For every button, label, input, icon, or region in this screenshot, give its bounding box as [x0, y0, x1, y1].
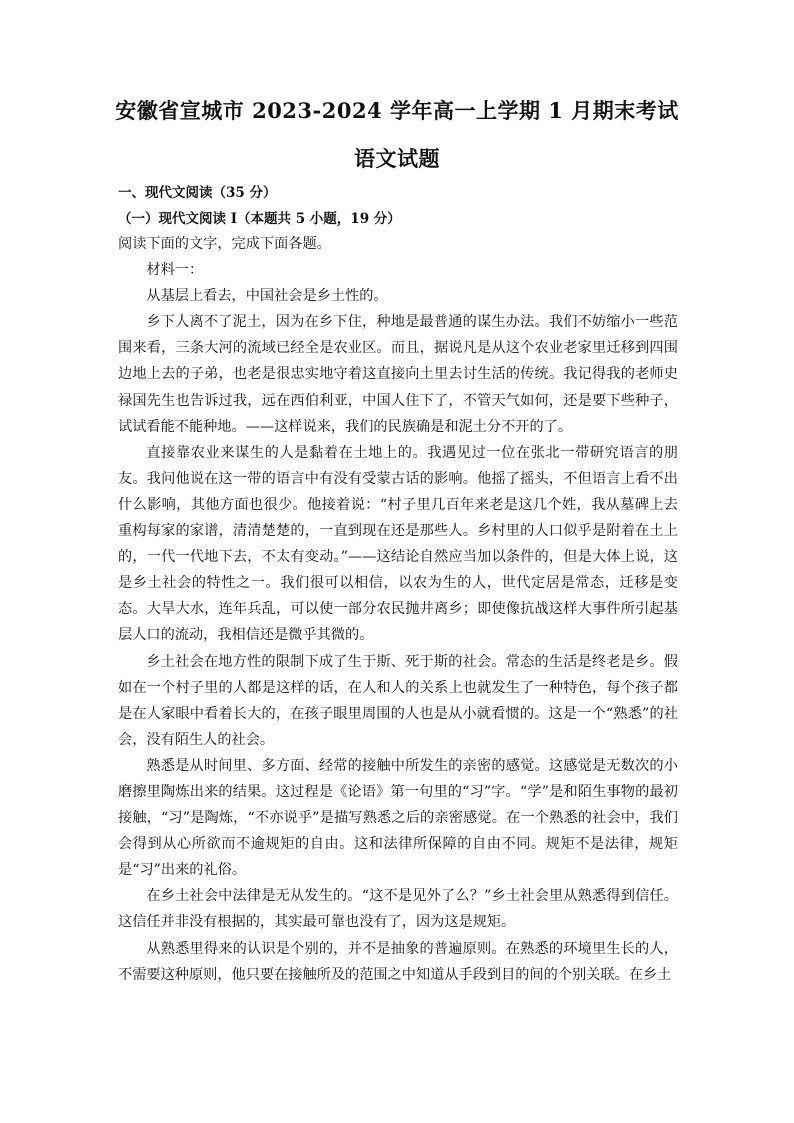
- paragraph: 乡下人离不了泥土，因为在乡下住，种地是最普通的谋生办法。我们不妨缩小一些范围来看，三条大河的流域已经全是农业区。而且，据说凡是从这个农业老家里迁移到四围边地上去的子弟，也老是很忠实地守着这直接向土里去讨生活的传统。我记得我的老师史禄国先生也告诉过我，远在西伯利亚，中国人住下了，不管天气如何，还是要下些种子，试试看能不能种地。——这样说来，我们的民族确是和泥土分不开的了。: [118, 314, 678, 435]
- paragraph: 熟悉是从时间里、多方面、经常的接触中所发生的亲密的感觉。这感觉是无数次的小磨擦里陶炼出来的结果。这过程是《论语》第一句里的“习”字。“学”是和陌生事物的最初接触，“习”是陶炼，“不亦说乎”是描写熟悉之后的亲密感觉。在一个熟悉的社会中，我们会得到从心所欲而不逾规矩的自由。这和法律所保障的自由不同。规矩不是法律，规矩是“习”出来的礼俗。: [118, 757, 678, 879]
- subsection-heading: （一）现代文阅读 I（本题共 5 小题，19 分）: [118, 211, 401, 227]
- paragraph: 在乡土社会中法律是无从发生的。“这不是见外了么？”乡土社会里从熟悉得到信任。这信任并非没有根据的，其实最可靠也没有了，因为这是规矩。: [118, 888, 678, 931]
- paragraph: 直接靠农业来谋生的人是黏着在土地上的。我遇见过一位在张北一带研究语言的朋友。我问他说在这一带的语言中有没有受蒙古话的影响。他摇了摇头，不但语言上看不出什么影响，其他方面也很少。他接着说：“村子里几百年来老是这几个姓，我从墓碑上去重构每家的家谱，清清楚楚的，一直到现在还是那些人。乡村里的人口似乎是附着在土上的，一代一代地下去，不太有变动。”——这结论自然应当加以条件的，但是大体上说，这是乡土社会的特性之一。我们很可以相信，以农为生的人，世代定居是常态，迁移是变态。大旱大水，连年兵乱，可以使一部分农民抛井离乡；即使像抗战这样大事件所引起基层人口的流动，我相信还是微乎其微的。: [118, 444, 678, 644]
- document-subtitle: 语文试题: [354, 146, 440, 171]
- paragraph: 从基层上看去，中国社会是乡土性的。: [146, 288, 388, 305]
- paragraph: 乡土社会在地方性的限制下成了生于斯、死于斯的社会。常态的生活是终老是乡。假如在一个村子里的人都是这样的话，在人和人的关系上也就发生了一种特色，每个孩子都是在人家眼中看着长大的，在孩子眼里周围的人也是从小就看惯的。这是一个“熟悉”的社会，没有陌生人的社会。: [118, 653, 678, 748]
- instruction-text: 阅读下面的文字，完成下面各题。: [118, 236, 331, 252]
- material-label: 材料一：: [146, 262, 204, 279]
- article-body: [118, 231, 678, 988]
- document-title: 安徽省宣城市 2023-2024 学年高一上学期 1 月期末考试: [115, 98, 679, 123]
- paragraph: 从熟悉里得来的认识是个别的，并不是抽象的普遍原则。在熟悉的环境里生长的人，不需要这种原则，他只要在接触所及的范围之中知道从手段到目的间的个别关联。在乡土: [118, 940, 678, 983]
- section-heading: 一、现代文阅读（35 分）: [118, 185, 277, 201]
